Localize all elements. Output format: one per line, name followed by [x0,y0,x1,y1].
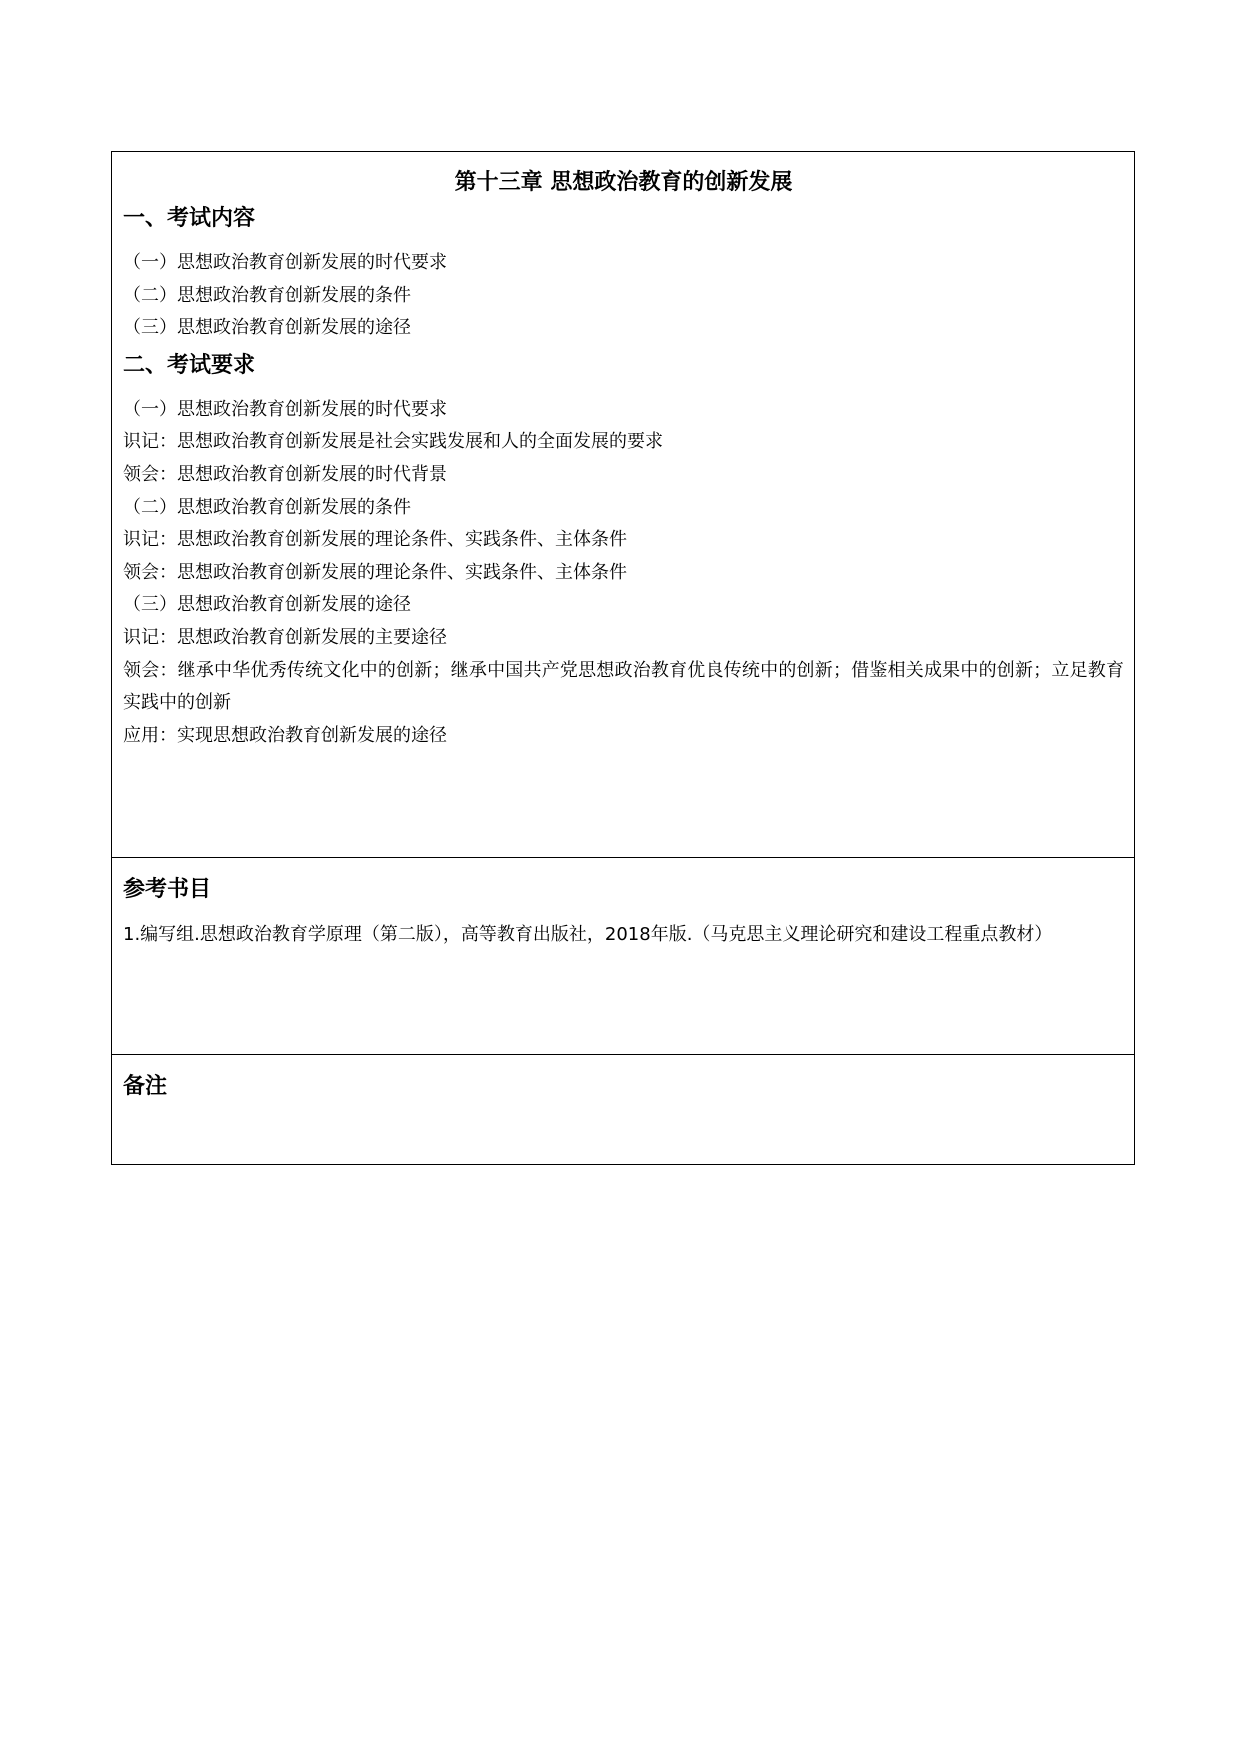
exam-content-list [123,247,1124,345]
list-item: 应用：实现思想政治教育创新发展的途径 [123,724,447,746]
list-item: 领会：思想政治教育创新发展的时代背景 [123,463,447,485]
list-item: 领会：思想政治教育创新发展的理论条件、实践条件、主体条件 [123,561,627,583]
list-item: （三）思想政治教育创新发展的途径 [123,594,411,616]
references-cell [112,857,1134,1054]
list-item: 识记：思想政治教育创新发展是社会实践发展和人的全面发展的要求 [123,431,663,453]
notes-cell [112,1054,1134,1164]
list-item: （一）思想政治教育创新发展的时代要求 [123,252,447,273]
list-item: （一）思想政治教育创新发展的时代要求 [123,398,447,420]
notes-heading: 备注 [123,1074,168,1099]
references-heading: 参考书目 [123,877,212,902]
chapter-title: 第十三章 思想政治教育的创新发展 [454,170,793,195]
list-item: （二）思想政治教育创新发展的条件 [123,284,411,306]
exam-requirements-heading: 二、考试要求 [123,352,256,378]
content-cell [112,152,1134,857]
syllabus-table [111,151,1135,1165]
exam-requirements-list [123,394,1124,753]
list-item: 识记：思想政治教育创新发展的主要途径 [123,626,447,648]
exam-content-heading: 一、考试内容 [123,206,256,231]
reference-item: 1.编写组.思想政治教育学原理（第二版），高等教育出版社，2018年版.（马克思主义理论研究和建设工程重点教材） [123,924,1053,945]
list-item: （二）思想政治教育创新发展的条件 [123,496,411,518]
list-item: 领会：继承中华优秀传统文化中的创新；继承中国共产党思想政治教育优良传统中的创新；借鉴相关成果中的创新；立足教育实践中的创新 [123,659,1124,714]
list-item: 识记：思想政治教育创新发展的理论条件、实践条件、主体条件 [123,529,627,551]
list-item: （三）思想政治教育创新发展的途径 [123,317,411,339]
